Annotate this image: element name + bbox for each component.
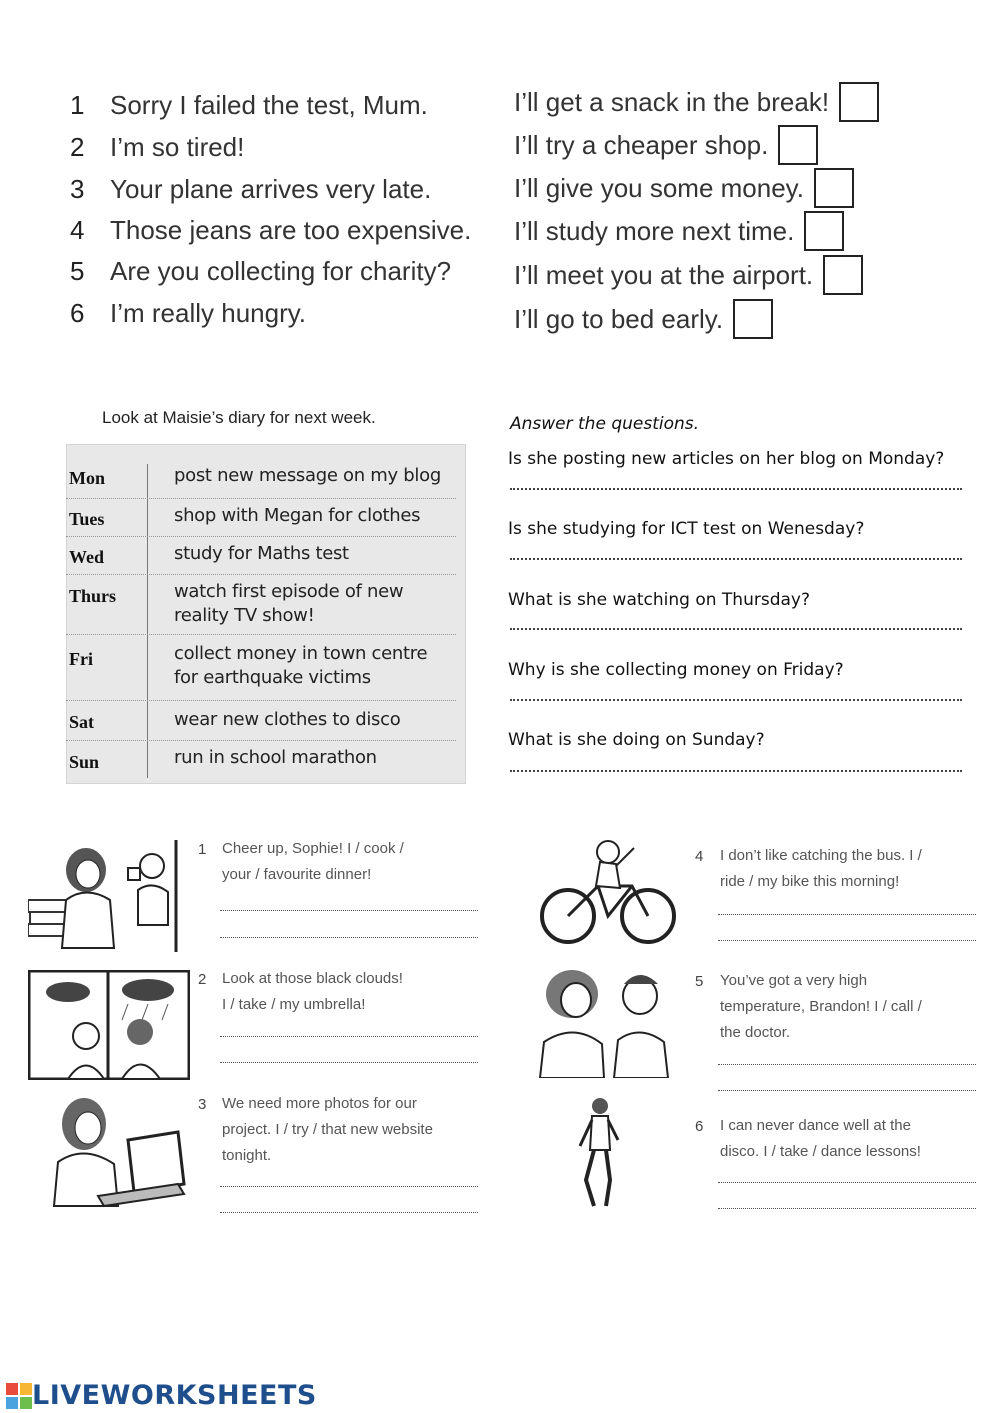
logo-grid-icon [6, 1383, 32, 1409]
exercise-3-answer-line-a[interactable] [220, 1186, 478, 1187]
sophie-illustration [28, 830, 186, 954]
prompt-3: 3 Your plane arrives very late. [70, 174, 432, 204]
question-2: Is she studying for ICT test on Wenesday? [508, 519, 865, 539]
response-6: I’ll go to bed early. [514, 299, 773, 339]
response-4: I’ll study more next time. [514, 211, 844, 251]
exercise-6-answer-line-a[interactable] [718, 1182, 976, 1183]
answer-box-4[interactable] [804, 211, 844, 251]
response-1: I’ll get a snack in the break! [514, 82, 879, 122]
exercise-6-text: I can never dance well at the disco. I / take / dance lessons! [720, 1117, 921, 1160]
exercise-2-answer-line-a[interactable] [220, 1036, 478, 1037]
diary-row-tues: Tues shop with Megan for clothes [66, 498, 456, 537]
exercise-5-number: 5 [695, 973, 704, 990]
prompt-6: 6 I’m really hungry. [70, 298, 307, 328]
question-3: What is she watching on Thursday? [508, 590, 810, 610]
exercise-5-text: You’ve got a very high temperature, Brandon! I / call / the doctor. [720, 972, 922, 1041]
laptop-illustration [38, 1092, 186, 1208]
answer-box-5[interactable] [823, 255, 863, 295]
response-2: I’ll try a cheaper shop. [514, 125, 818, 165]
dancer-illustration [570, 1096, 630, 1210]
question-1: Is she posting new articles on her blog on Monday? [508, 449, 945, 469]
answer-box-3[interactable] [814, 168, 854, 208]
exercise-2-text: Look at those black clouds! I / take / my umbrella! [222, 970, 403, 1013]
answer-line-1[interactable] [510, 488, 962, 490]
exercise-3-text: We need more photos for our project. I / try / that new website tonight. [222, 1095, 433, 1164]
bike-illustration [536, 836, 678, 948]
exercise-1-number: 1 [198, 841, 207, 858]
exercise-2-number: 2 [198, 971, 207, 988]
answer-line-3[interactable] [510, 628, 962, 630]
exercise-6-answer-line-b[interactable] [718, 1208, 976, 1209]
answer-box-6[interactable] [733, 299, 773, 339]
exercise-5-answer-line-a[interactable] [718, 1064, 976, 1065]
answer-line-2[interactable] [510, 558, 962, 560]
exercise-4-number: 4 [695, 848, 704, 865]
answer-line-5[interactable] [510, 770, 962, 772]
response-3: I’ll give you some money. [514, 168, 854, 208]
exercise-3-number: 3 [198, 1096, 207, 1113]
doctor-illustration [530, 962, 680, 1078]
question-5: What is she doing on Sunday? [508, 730, 765, 750]
answer-box-1[interactable] [839, 82, 879, 122]
questions-heading: Answer the questions. [510, 414, 700, 434]
diary-row-mon: Mon post new message on my blog [66, 454, 456, 499]
diary-title: Look at Maisie’s diary for next week. [102, 408, 376, 427]
diary-row-thurs: Thurs watch first episode of new reality TV show! [66, 574, 456, 635]
exercise-4-text: I don’t like catching the bus. I / ride / my bike this morning! [720, 847, 922, 890]
exercise-1-text: Cheer up, Sophie! I / cook / your / favourite dinner! [222, 840, 404, 883]
exercise-4-answer-line-b[interactable] [718, 940, 976, 941]
exercise-6-number: 6 [695, 1118, 704, 1135]
liveworksheets-logo [6, 1380, 317, 1411]
diary-table [66, 444, 466, 784]
exercise-5-answer-line-b[interactable] [718, 1090, 976, 1091]
diary-row-wed: Wed study for Maths test [66, 536, 456, 575]
exercise-2-answer-line-b[interactable] [220, 1062, 478, 1063]
exercise-1-answer-line-a[interactable] [220, 910, 478, 911]
diary-row-sat: Sat wear new clothes to disco [66, 700, 456, 741]
exercise-1-answer-line-b[interactable] [220, 937, 478, 938]
exercise-3-answer-line-b[interactable] [220, 1212, 478, 1213]
diary-row-sun: Sun run in school marathon [69, 747, 377, 772]
response-5: I’ll meet you at the airport. [514, 255, 863, 295]
prompt-5: 5 Are you collecting for charity? [70, 256, 452, 286]
answer-line-4[interactable] [510, 699, 962, 701]
question-4: Why is she collecting money on Friday? [508, 660, 844, 680]
prompt-4: 4 Those jeans are too expensive. [70, 215, 472, 245]
diary-row-fri: Fri collect money in town centre for earthquake victims [66, 634, 456, 701]
prompt-1: 1 Sorry I failed the test, Mum. [70, 90, 428, 120]
exercise-4-answer-line-a[interactable] [718, 914, 976, 915]
answer-box-2[interactable] [778, 125, 818, 165]
prompt-2: 2 I’m so tired! [70, 132, 245, 162]
clouds-illustration [28, 970, 190, 1080]
logo-text: LIVEWORKSHEETS [32, 1380, 317, 1411]
